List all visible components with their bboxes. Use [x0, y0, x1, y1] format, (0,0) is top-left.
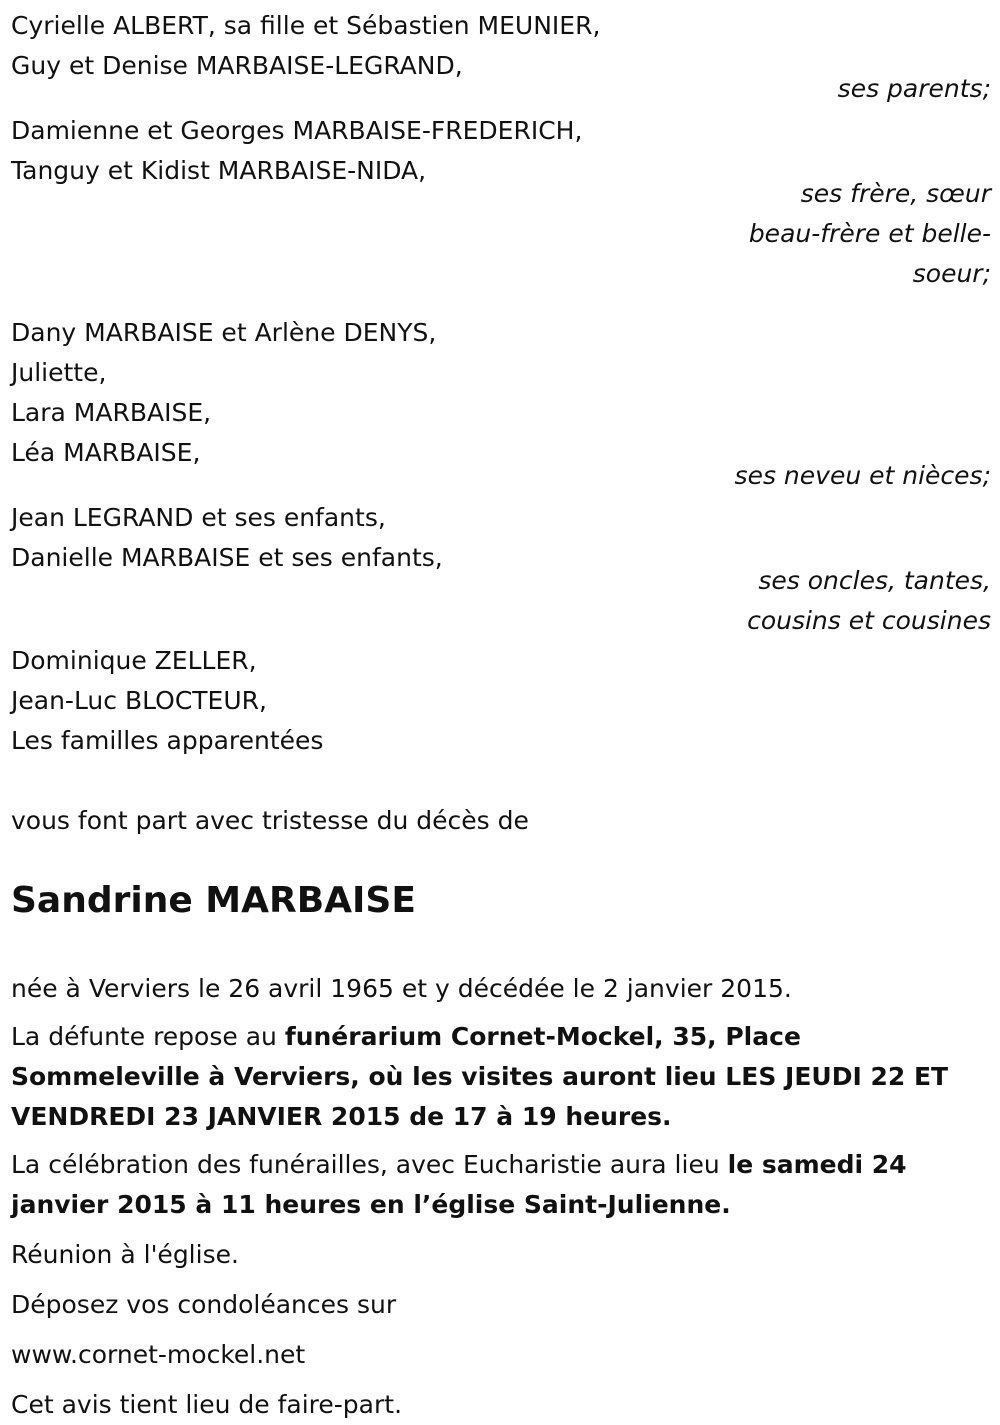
website-link[interactable]: www.cornet-mockel.net [11, 1340, 306, 1369]
family-group-siblings [11, 111, 991, 294]
family-line: Danielle MARBAISE et ses enfants, [11, 543, 443, 572]
repose-details: funérarium Cornet-Mockel, 35, Place Sommeleville à Verviers, où les visites auront lieu LES JEUDI 22 ET VENDREDI 23 JANVIER 2015 de 17 à 19 heures. [11, 1022, 949, 1131]
family-group-nephews [11, 313, 991, 496]
relation-label: beau-frère et belle- [748, 219, 991, 248]
repose-prefix: La défunte repose au [11, 1022, 285, 1051]
family-line: Lara MARBAISE, [11, 398, 212, 427]
repose-paragraph [11, 1017, 991, 1137]
relation-label: ses neveu et nièces; [734, 461, 991, 490]
family-line: Léa MARBAISE, [11, 438, 201, 467]
relation-label: soeur; [912, 259, 991, 288]
intro-text: vous font part avec tristesse du décès de [11, 806, 529, 835]
notice-text: Cet avis tient lieu de faire-part. [11, 1390, 403, 1419]
family-line: Dany MARBAISE et Arlène DENYS, [11, 318, 437, 347]
condolences-text: Déposez vos condoléances sur [11, 1290, 397, 1319]
relation-label: ses parents; [837, 74, 991, 103]
relation-label: ses oncles, tantes, [758, 566, 991, 595]
family-line: Tanguy et Kidist MARBAISE-NIDA, [11, 156, 427, 185]
family-line: Guy et Denise MARBAISE-LEGRAND, [11, 51, 463, 80]
family-group-others [11, 641, 991, 761]
family-group-parents [11, 6, 991, 109]
family-line: Jean-Luc BLOCTEUR, [11, 686, 267, 715]
family-line: Les familles apparentées [11, 726, 324, 755]
family-line: Cyrielle ALBERT, sa fille et Sébastien MEUNIER, [11, 11, 601, 40]
family-line: Jean LEGRAND et ses enfants, [11, 503, 386, 532]
celebration-paragraph [11, 1145, 991, 1225]
celebration-prefix: La célébration des funérailles, avec Eucharistie aura lieu [11, 1150, 728, 1179]
reunion-text: Réunion à l'église. [11, 1240, 239, 1269]
deceased-name: Sandrine MARBAISE [11, 880, 416, 921]
family-group-uncles [11, 498, 991, 641]
obituary-notice [11, 6, 991, 1425]
celebration-details: le samedi 24 janvier 2015 à 11 heures en l’église Saint-Julienne. [11, 1150, 907, 1219]
family-line: Dominique ZELLER, [11, 646, 257, 675]
birth-death-text: née à Verviers le 26 avril 1965 et y décédée le 2 janvier 2015. [11, 974, 792, 1003]
family-line: Damienne et Georges MARBAISE-FREDERICH, [11, 116, 583, 145]
relation-label: ses frère, sœur [800, 179, 991, 208]
relation-label: cousins et cousines [747, 606, 991, 635]
family-line: Juliette, [11, 358, 107, 387]
